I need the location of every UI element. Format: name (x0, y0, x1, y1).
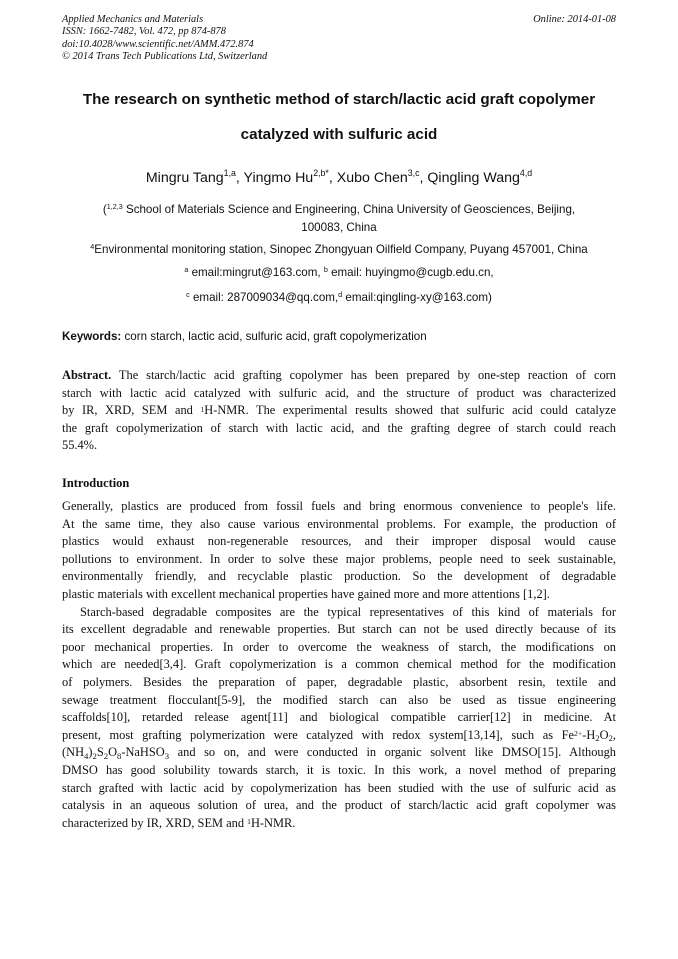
text: O (108, 745, 118, 760)
paragraph-line: pollutions to environment. In order to solve these major problems, people need to seek sustainable, (62, 551, 616, 566)
abstract (62, 367, 616, 455)
author-name: Xubo Chen (336, 170, 408, 186)
abstract-line: the graft copolymerization of starch with lactic acid, and the grafting degree of starch could reach (62, 420, 616, 435)
affil-mark: 4 (90, 241, 95, 251)
email-text: email: huyingmo@cugb.edu.cn, (327, 266, 494, 279)
superscript: 1 (247, 817, 251, 827)
abstract-line: starch with lactic acid catalyzed with sulfuric acid, and the structure of product was characterized (62, 385, 616, 400)
author-name: Qingling Wang (427, 170, 520, 186)
author-affil-mark: 1,a (223, 168, 236, 179)
superscript: 1 (200, 404, 205, 414)
paragraph-line: of polymers. Besides the preparation of paper, degradable plastic, absorbent resin, textile and (62, 674, 616, 689)
keywords-label: Keywords: (62, 330, 122, 343)
subscript: 2 (92, 750, 97, 761)
email-mark: b (323, 264, 328, 274)
text: (NH (62, 745, 85, 760)
paragraph-line: At the same time, they also cause various environmental problems. For example, the production of (62, 516, 616, 531)
affil-mark: 1,2,3 (106, 201, 123, 211)
paragraph-line: DMSO has good solubility towards starch, it is toxic. In this work, a novel method of preparing (62, 762, 616, 777)
paragraph-line: catalysis in an aqueous solution of urea, and the product of starch/lactic acid graft copolymer was (62, 798, 616, 813)
affiliation-2 (40, 243, 638, 256)
paragraph-line: its excellent degradable and renewable properties. But starch can not be used directly because of its (62, 622, 616, 637)
journal-header (62, 14, 616, 64)
email-line-1 (40, 266, 638, 279)
keywords-text: corn starch, lactic acid, sulfuric acid, graft copolymerization (121, 330, 427, 343)
author-name: Yingmo Hu (243, 170, 314, 186)
subscript: 8 (117, 750, 122, 761)
paragraph-line: plastic materials with excellent mechanical properties have gained more and more attentions [1,2]. (62, 586, 550, 601)
issn-line: ISSN: 1662-7482, Vol. 472, pp 874-878 (62, 26, 226, 38)
text: ) (88, 745, 93, 760)
author-name: Mingru Tang (145, 170, 224, 186)
paragraph-line: poor mechanical properties. In order to overcome the weakness of starch, the modifications on (62, 639, 616, 654)
paragraph-line: Starch-based degradable composites are the typical representatives of this kind of materials for (80, 604, 616, 619)
subscript: 2 (595, 732, 600, 743)
paragraph-line: which are needed[3,4]. Graft copolymerization is a common chemical method for the modification (62, 657, 616, 672)
email-text: email:mingrut@163.com, (188, 266, 324, 279)
paragraph-line: starch grafted with lactic acid by copolymerization has been studied with the use of sulfuric acid as (62, 780, 616, 795)
author-affil-mark: 4,d (519, 168, 533, 179)
email-text: email:qingling-xy@163.com) (342, 291, 492, 304)
paragraph-line: scaffolds[10], retarded release agent[11] and biological compatible carrier[12] in medicine. At (62, 710, 616, 725)
subscript: 2 (103, 750, 109, 761)
online-date: Online: 2014-01-08 (533, 14, 616, 25)
keywords (62, 330, 427, 343)
paper-title-line-1: The research on synthetic method of starch/lactic acid graft copolymer (82, 91, 596, 108)
journal-name: Applied Mechanics and Materials (62, 14, 204, 25)
intro-paragraph-2 (62, 604, 616, 833)
paper-title-line-2: catalyzed with sulfuric acid (240, 126, 438, 143)
text: O (599, 727, 609, 742)
text: -NaHSO (121, 745, 165, 760)
subscript: 4 (84, 750, 89, 761)
abstract-line (62, 367, 616, 385)
paren-open: ( (102, 203, 107, 216)
intro-paragraph-1 (62, 498, 616, 604)
author-affil-mark: 2,b* (313, 168, 329, 179)
paragraph-line (62, 815, 616, 833)
email-text: email: 287009034@qq.com, (189, 291, 339, 304)
author-separator: , (235, 170, 244, 186)
paragraph-line: sewage treatment flocculant[5-9], the modified starch can also be used as tissue engineering (62, 692, 616, 707)
paragraph-line: plastics would exhaust non-regenerable resources, and their improper disposal would cause (62, 534, 616, 549)
abstract-line (62, 402, 616, 420)
abstract-text: The starch/lactic acid grafting copolymer has been prepared by one-step reaction of corn (111, 368, 616, 382)
abstract-text: H-NMR. The experimental results showed that sulfuric acid could catalyze (204, 403, 616, 418)
paragraph-line: environmentally friendly, and recyclable plastic production. So the development of degradable (62, 569, 616, 584)
paragraph-line (62, 744, 616, 762)
text: , (612, 727, 616, 742)
abstract-label: Abstract. (62, 368, 112, 382)
author-affil-mark: 3,c (407, 168, 420, 179)
paragraph-line (62, 727, 616, 745)
text: S (96, 745, 104, 760)
text: -H (582, 727, 596, 742)
affiliation-text: School of Materials Science and Engineering, China University of Geosciences, Beijing, (122, 203, 576, 216)
affiliation-1-line-1 (40, 203, 638, 216)
author-list (40, 170, 638, 186)
abstract-line: 55.4%. (62, 438, 98, 453)
affiliation-text: Environmental monitoring station, Sinopec Zhongyuan Oilfield Company, Puyang 457001, China (94, 243, 588, 256)
doi-line: doi:10.4028/www.scientific.net/AMM.472.874 (62, 38, 254, 50)
section-heading-introduction: Introduction (62, 476, 130, 490)
email-line-2 (40, 291, 638, 304)
author-separator: , (419, 170, 428, 186)
text: characterized by IR, XRD, SEM and (62, 815, 248, 830)
email-mark: c (186, 289, 190, 299)
superscript: 2+ (574, 729, 583, 739)
text: and so on, and were conducted in organic solvent like DMSO[15]. Although (169, 745, 616, 760)
author-separator: , (328, 170, 337, 186)
affiliation-1-line-2: 100083, China (301, 221, 377, 234)
email-mark: a (184, 264, 189, 274)
text: present, most grafting polymerization were catalyzed with redox system[13,14], such as Fe (62, 727, 575, 742)
abstract-text: by IR, XRD, SEM and (62, 403, 201, 418)
subscript: 3 (164, 750, 170, 761)
email-mark: d (338, 289, 343, 299)
subscript: 2 (608, 732, 613, 743)
copyright-line: © 2014 Trans Tech Publications Ltd, Switzerland (62, 51, 268, 63)
text: H-NMR. (250, 815, 296, 830)
paragraph-line: Generally, plastics are produced from fossil fuels and bring enormous convenience to people's life. (62, 499, 616, 513)
